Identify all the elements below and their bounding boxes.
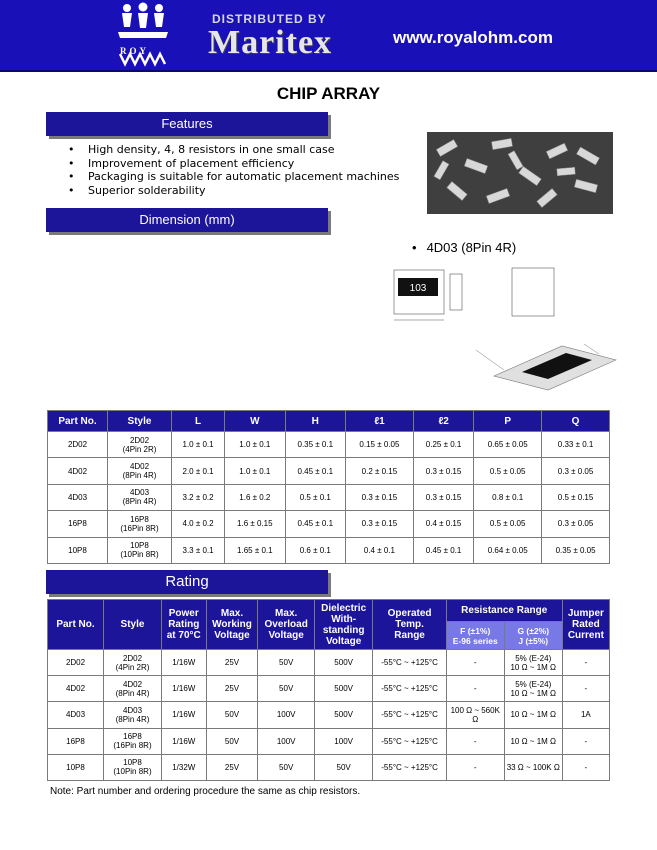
table-row bbox=[48, 702, 610, 728]
drawing-marking: 103 bbox=[409, 283, 427, 294]
working-voltage-cell: 25V bbox=[206, 676, 258, 702]
table-row bbox=[48, 728, 610, 754]
rating-heading: Rating bbox=[46, 570, 328, 594]
power-rating-cell: 1/32W bbox=[162, 754, 207, 780]
dimension-cell: 0.2 ± 0.15 bbox=[346, 458, 414, 484]
style-cell: 2D02 (4Pin 2R) bbox=[104, 650, 162, 676]
logo-wordmark: ROY bbox=[120, 46, 149, 56]
part-number-cell: 10P8 bbox=[48, 537, 108, 563]
dimension-cell: 0.4 ± 0.15 bbox=[413, 511, 473, 537]
working-voltage-cell: 50V bbox=[206, 728, 258, 754]
style-cell: 10P8 (10Pin 8R) bbox=[108, 537, 172, 563]
dim-col-header: P bbox=[474, 411, 542, 432]
part-number-cell: 4D02 bbox=[48, 458, 108, 484]
dimension-drawing bbox=[384, 266, 562, 324]
dimension-cell: 0.3 ± 0.05 bbox=[542, 458, 610, 484]
dimension-cell: 3.2 ± 0.2 bbox=[172, 484, 225, 510]
dim-col-header: Q bbox=[542, 411, 610, 432]
part-number-cell: 16P8 bbox=[48, 511, 108, 537]
dimension-cell: 0.25 ± 0.1 bbox=[413, 432, 473, 458]
dimension-cell: 4.0 ± 0.2 bbox=[172, 511, 225, 537]
style-cell: 4D03 (8Pin 4R) bbox=[108, 484, 172, 510]
dimension-heading: Dimension (mm) bbox=[46, 208, 328, 232]
table-row bbox=[48, 511, 610, 537]
dielectric-voltage-cell: 100V bbox=[314, 728, 373, 754]
style-cell: 4D02 (8Pin 4R) bbox=[108, 458, 172, 484]
dimension-cell: 0.45 ± 0.1 bbox=[413, 537, 473, 563]
dimension-cell: 1.6 ± 0.15 bbox=[225, 511, 285, 537]
dimension-cell: 0.4 ± 0.1 bbox=[346, 537, 414, 563]
part-number-cell: 4D03 bbox=[48, 702, 104, 728]
overload-voltage-cell: 50V bbox=[258, 650, 314, 676]
power-rating-cell: 1/16W bbox=[162, 728, 207, 754]
rating-col-header: Style bbox=[104, 600, 162, 650]
temp-range-cell: -55°C ~ +125°C bbox=[373, 676, 446, 702]
dimension-cell: 0.45 ± 0.1 bbox=[285, 511, 345, 537]
style-cell: 2D02 (4Pin 2R) bbox=[108, 432, 172, 458]
resistance-f-cell: 100 Ω ~ 560K Ω bbox=[446, 702, 504, 728]
table-row bbox=[48, 484, 610, 510]
header-banner bbox=[0, 0, 657, 72]
jumper-current-cell: 1A bbox=[562, 702, 609, 728]
resistance-j-cell: 5% (E-24) 10 Ω ~ 1M Ω bbox=[504, 650, 562, 676]
dimension-cell: 1.0 ± 0.1 bbox=[225, 432, 285, 458]
resistance-f-cell: - bbox=[446, 650, 504, 676]
rating-col-header: Resistance Range bbox=[446, 600, 562, 622]
dimension-cell: 3.3 ± 0.1 bbox=[172, 537, 225, 563]
resistance-f-cell: - bbox=[446, 728, 504, 754]
dim-col-header: Part No. bbox=[48, 411, 108, 432]
working-voltage-cell: 50V bbox=[206, 702, 258, 728]
dimension-cell: 0.3 ± 0.15 bbox=[346, 484, 414, 510]
dimension-cell: 0.5 ± 0.05 bbox=[474, 511, 542, 537]
dimension-cell: 0.15 ± 0.05 bbox=[346, 432, 414, 458]
rating-col-header: Dielectric With- standing Voltage bbox=[314, 600, 373, 650]
resistance-j-cell: 33 Ω ~ 100K Ω bbox=[504, 754, 562, 780]
product-photo bbox=[427, 132, 613, 214]
working-voltage-cell: 25V bbox=[206, 650, 258, 676]
jumper-current-cell: - bbox=[562, 728, 609, 754]
dimension-cell: 0.33 ± 0.1 bbox=[542, 432, 610, 458]
isometric-drawing bbox=[474, 340, 622, 396]
dimension-cell: 0.5 ± 0.1 bbox=[285, 484, 345, 510]
temp-range-cell: -55°C ~ +125°C bbox=[373, 650, 446, 676]
dimension-cell: 0.65 ± 0.05 bbox=[474, 432, 542, 458]
dimension-cell: 1.65 ± 0.1 bbox=[225, 537, 285, 563]
dimension-cell: 0.3 ± 0.15 bbox=[413, 458, 473, 484]
power-rating-cell: 1/16W bbox=[162, 676, 207, 702]
jumper-current-cell: - bbox=[562, 754, 609, 780]
rating-col-header: G (±2%) J (±5%) bbox=[504, 622, 562, 650]
style-cell: 16P8 (16Pin 8R) bbox=[108, 511, 172, 537]
temp-range-cell: -55°C ~ +125°C bbox=[373, 754, 446, 780]
part-number-cell: 4D02 bbox=[48, 676, 104, 702]
part-number-cell: 2D02 bbox=[48, 432, 108, 458]
dimension-cell: 0.6 ± 0.1 bbox=[285, 537, 345, 563]
features-list bbox=[68, 143, 399, 197]
rating-col-header: Part No. bbox=[48, 600, 104, 650]
website-link[interactable]: www.royalohm.com bbox=[393, 28, 553, 47]
dimension-cell: 0.3 ± 0.15 bbox=[346, 511, 414, 537]
dim-col-header: W bbox=[225, 411, 285, 432]
dimension-cell: 0.5 ± 0.05 bbox=[474, 458, 542, 484]
dimension-cell: 1.6 ± 0.2 bbox=[225, 484, 285, 510]
dim-col-header: H bbox=[285, 411, 345, 432]
resistance-f-cell: - bbox=[446, 754, 504, 780]
style-cell: 10P8 (10Pin 8R) bbox=[104, 754, 162, 780]
resistance-f-cell: - bbox=[446, 676, 504, 702]
overload-voltage-cell: 50V bbox=[258, 754, 314, 780]
overload-voltage-cell: 100V bbox=[258, 728, 314, 754]
dimension-cell: 0.5 ± 0.15 bbox=[542, 484, 610, 510]
dimension-table bbox=[47, 410, 610, 564]
resistance-j-cell: 10 Ω ~ 1M Ω bbox=[504, 728, 562, 754]
part-number-cell: 16P8 bbox=[48, 728, 104, 754]
temp-range-cell: -55°C ~ +125°C bbox=[373, 728, 446, 754]
rating-col-header: Max. Working Voltage bbox=[206, 600, 258, 650]
table-row bbox=[48, 676, 610, 702]
dim-col-header: ℓ1 bbox=[346, 411, 414, 432]
table-row bbox=[48, 537, 610, 563]
rating-table bbox=[47, 599, 610, 781]
rating-col-header: Max. Overload Voltage bbox=[258, 600, 314, 650]
dimension-cell: 0.64 ± 0.05 bbox=[474, 537, 542, 563]
list-item: • Packaging is suitable for automatic placement machines bbox=[68, 170, 399, 184]
dimension-cell: 0.3 ± 0.05 bbox=[542, 511, 610, 537]
dimension-cell: 0.35 ± 0.1 bbox=[285, 432, 345, 458]
rating-col-header: Power Rating at 70°C bbox=[162, 600, 207, 650]
dimension-cell: 1.0 ± 0.1 bbox=[225, 458, 285, 484]
distributed-by-label: DISTRIBUTED BY bbox=[212, 12, 327, 26]
table-row bbox=[48, 754, 610, 780]
dielectric-voltage-cell: 500V bbox=[314, 702, 373, 728]
part-number-cell: 10P8 bbox=[48, 754, 104, 780]
resistance-j-cell: 10 Ω ~ 1M Ω bbox=[504, 702, 562, 728]
rating-col-header: Operated Temp. Range bbox=[373, 600, 446, 650]
royal-ohm-logo-icon bbox=[112, 2, 174, 68]
dim-col-header: Style bbox=[108, 411, 172, 432]
dielectric-voltage-cell: 50V bbox=[314, 754, 373, 780]
temp-range-cell: -55°C ~ +125°C bbox=[373, 702, 446, 728]
footnote: Note: Part number and ordering procedure the same as chip resistors. bbox=[50, 786, 361, 797]
dimension-cell: 1.0 ± 0.1 bbox=[172, 432, 225, 458]
rating-col-header: Jumper Rated Current bbox=[562, 600, 609, 650]
jumper-current-cell: - bbox=[562, 650, 609, 676]
dielectric-voltage-cell: 500V bbox=[314, 676, 373, 702]
power-rating-cell: 1/16W bbox=[162, 650, 207, 676]
power-rating-cell: 1/16W bbox=[162, 702, 207, 728]
dimension-cell: 0.8 ± 0.1 bbox=[474, 484, 542, 510]
part-number-cell: 4D03 bbox=[48, 484, 108, 510]
dim-col-header: L bbox=[172, 411, 225, 432]
dimension-cell: 0.3 ± 0.15 bbox=[413, 484, 473, 510]
table-row bbox=[48, 432, 610, 458]
table-row bbox=[48, 650, 610, 676]
page-title: CHIP ARRAY bbox=[276, 84, 381, 103]
rating-col-header: F (±1%) E-96 series bbox=[446, 622, 504, 650]
list-item: • High density, 4, 8 resistors in one small case bbox=[68, 143, 399, 157]
features-heading: Features bbox=[46, 112, 328, 136]
part-number-cell: 2D02 bbox=[48, 650, 104, 676]
dimension-cell: 0.45 ± 0.1 bbox=[285, 458, 345, 484]
overload-voltage-cell: 100V bbox=[258, 702, 314, 728]
distributor-brand: Maritex bbox=[208, 24, 333, 61]
model-label: • 4D03 (8Pin 4R) bbox=[412, 240, 516, 255]
resistance-j-cell: 5% (E-24) 10 Ω ~ 1M Ω bbox=[504, 676, 562, 702]
style-cell: 4D03 (8Pin 4R) bbox=[104, 702, 162, 728]
style-cell: 16P8 (16Pin 8R) bbox=[104, 728, 162, 754]
dimension-cell: 2.0 ± 0.1 bbox=[172, 458, 225, 484]
list-item: • Improvement of placement efficiency bbox=[68, 157, 399, 171]
list-item: • Superior solderability bbox=[68, 184, 399, 198]
dim-col-header: ℓ2 bbox=[413, 411, 473, 432]
jumper-current-cell: - bbox=[562, 676, 609, 702]
dielectric-voltage-cell: 500V bbox=[314, 650, 373, 676]
table-row bbox=[48, 458, 610, 484]
style-cell: 4D02 (8Pin 4R) bbox=[104, 676, 162, 702]
working-voltage-cell: 25V bbox=[206, 754, 258, 780]
dimension-cell: 0.35 ± 0.05 bbox=[542, 537, 610, 563]
overload-voltage-cell: 50V bbox=[258, 676, 314, 702]
